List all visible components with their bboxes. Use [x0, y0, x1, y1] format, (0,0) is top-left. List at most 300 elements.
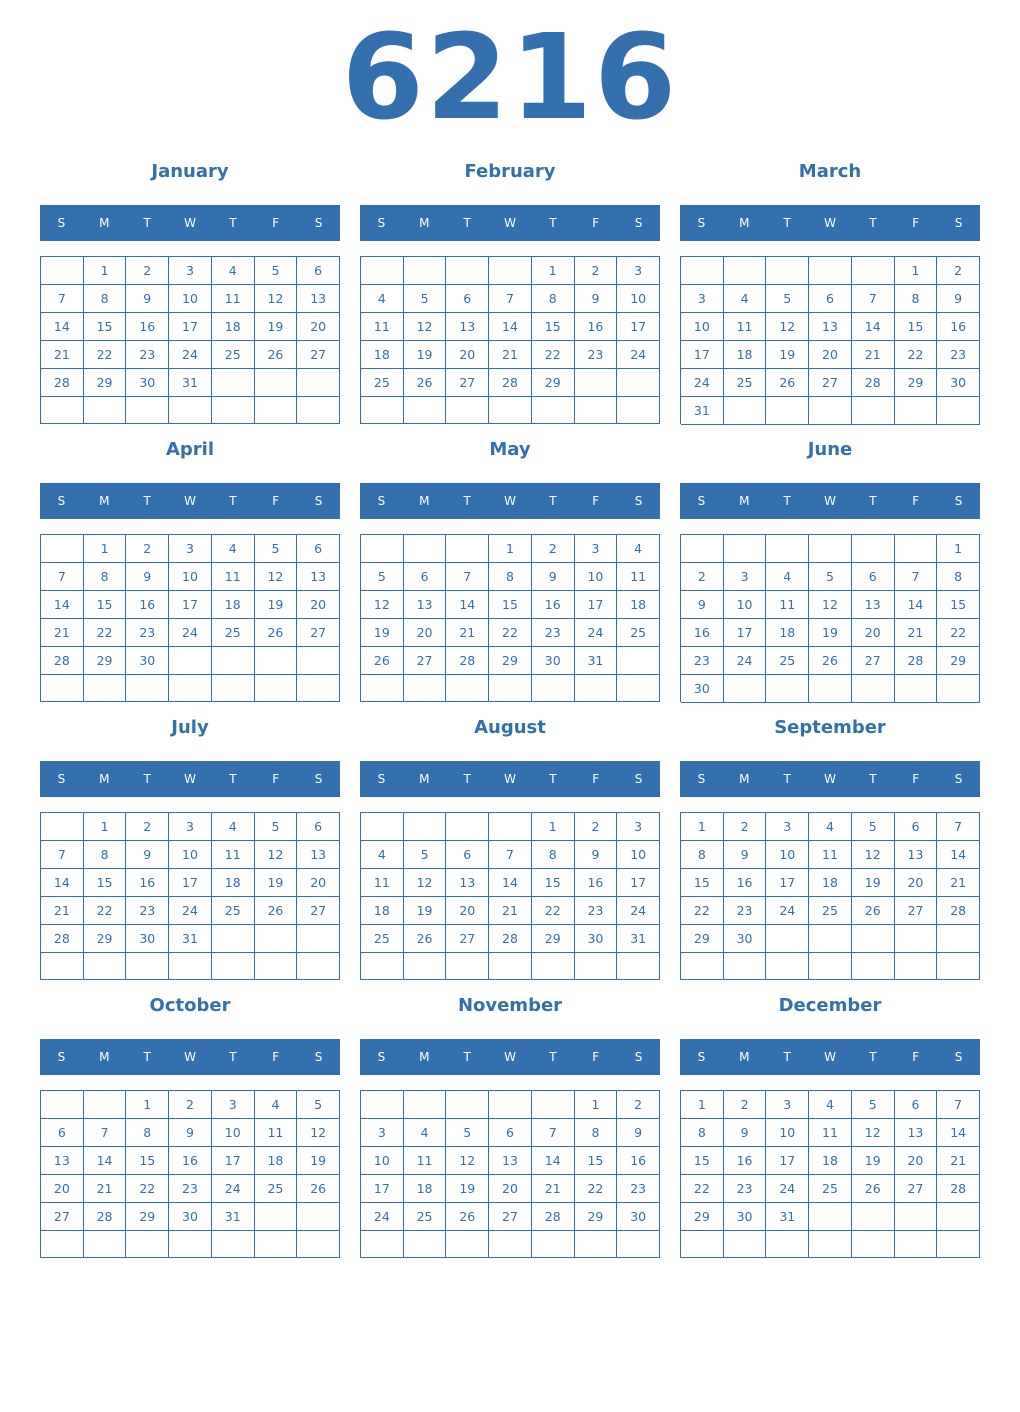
- empty-cell: [724, 1231, 767, 1258]
- day-cell: 22: [489, 619, 532, 647]
- empty-cell: [575, 675, 618, 702]
- day-cell: 5: [255, 813, 298, 841]
- weekday-label: S: [634, 772, 643, 786]
- weekday-label: W: [184, 494, 196, 508]
- empty-cell: [809, 1231, 852, 1258]
- day-cell: 18: [361, 341, 404, 369]
- day-cell: 22: [84, 897, 127, 925]
- day-grid: [680, 1090, 980, 1258]
- empty-cell: [489, 257, 532, 285]
- day-cell: 4: [212, 257, 255, 285]
- weekday-label: F: [272, 494, 280, 508]
- day-cell: 31: [681, 397, 724, 425]
- day-cell: 27: [297, 897, 340, 925]
- empty-cell: [255, 397, 298, 424]
- empty-cell: [446, 813, 489, 841]
- day-cell: 26: [297, 1175, 340, 1203]
- day-cell: 1: [84, 257, 127, 285]
- weekday-header: [360, 483, 660, 519]
- day-cell: 16: [724, 869, 767, 897]
- weekday-label: M: [739, 494, 750, 508]
- day-cell: 26: [446, 1203, 489, 1231]
- empty-cell: [809, 953, 852, 980]
- day-cell: 2: [126, 535, 169, 563]
- weekday-label: T: [783, 1050, 791, 1064]
- day-cell: 27: [41, 1203, 84, 1231]
- empty-cell: [766, 675, 809, 703]
- day-cell: 6: [809, 285, 852, 313]
- day-cell: 8: [532, 285, 575, 313]
- weekday-label: S: [954, 216, 963, 230]
- empty-cell: [404, 535, 447, 563]
- weekday-header: [360, 761, 660, 797]
- day-cell: 20: [446, 341, 489, 369]
- day-cell: 15: [84, 591, 127, 619]
- day-cell: 20: [446, 897, 489, 925]
- weekday-label: W: [504, 772, 516, 786]
- day-cell: 29: [126, 1203, 169, 1231]
- empty-cell: [41, 953, 84, 980]
- empty-cell: [255, 675, 298, 702]
- day-cell: 10: [212, 1119, 255, 1147]
- empty-cell: [404, 675, 447, 702]
- empty-cell: [169, 647, 212, 675]
- day-cell: 2: [617, 1091, 660, 1119]
- empty-cell: [361, 1231, 404, 1258]
- day-cell: 29: [84, 925, 127, 953]
- day-cell: 30: [617, 1203, 660, 1231]
- day-cell: 29: [84, 369, 127, 397]
- empty-cell: [895, 925, 938, 953]
- weekday-label: S: [954, 494, 963, 508]
- day-cell: 12: [766, 313, 809, 341]
- day-cell: 10: [766, 841, 809, 869]
- weekday-label: T: [229, 772, 237, 786]
- day-cell: 15: [895, 313, 938, 341]
- day-cell: 1: [575, 1091, 618, 1119]
- empty-cell: [169, 1231, 212, 1258]
- day-cell: 10: [169, 841, 212, 869]
- weekday-label: M: [419, 216, 430, 230]
- empty-cell: [766, 925, 809, 953]
- day-cell: 2: [575, 257, 618, 285]
- weekday-label: T: [143, 1050, 151, 1064]
- day-cell: 29: [84, 647, 127, 675]
- day-cell: 2: [532, 535, 575, 563]
- weekday-label: M: [99, 772, 110, 786]
- day-cell: 7: [489, 841, 532, 869]
- day-cell: 27: [852, 647, 895, 675]
- day-cell: 26: [361, 647, 404, 675]
- weekday-label: F: [592, 216, 600, 230]
- weekday-label: T: [463, 772, 471, 786]
- empty-cell: [446, 953, 489, 980]
- day-cell: 17: [169, 869, 212, 897]
- day-cell: 28: [895, 647, 938, 675]
- weekday-header: [40, 1039, 340, 1075]
- empty-cell: [212, 675, 255, 702]
- empty-cell: [617, 1231, 660, 1258]
- day-cell: 5: [852, 1091, 895, 1119]
- weekday-label: T: [869, 494, 877, 508]
- day-cell: 19: [404, 897, 447, 925]
- day-cell: 22: [575, 1175, 618, 1203]
- day-cell: 18: [617, 591, 660, 619]
- empty-cell: [937, 953, 980, 980]
- day-cell: 14: [489, 869, 532, 897]
- day-cell: 3: [724, 563, 767, 591]
- day-cell: 2: [169, 1091, 212, 1119]
- weekday-label: S: [954, 1050, 963, 1064]
- day-cell: 17: [724, 619, 767, 647]
- day-cell: 14: [84, 1147, 127, 1175]
- weekday-header: [680, 761, 980, 797]
- weekday-label: S: [57, 494, 66, 508]
- empty-cell: [489, 397, 532, 424]
- empty-cell: [895, 675, 938, 703]
- empty-cell: [361, 1091, 404, 1119]
- day-cell: 25: [255, 1175, 298, 1203]
- empty-cell: [297, 953, 340, 980]
- empty-cell: [169, 397, 212, 424]
- day-cell: 11: [617, 563, 660, 591]
- day-cell: 20: [404, 619, 447, 647]
- weekday-label: W: [824, 772, 836, 786]
- day-cell: 15: [489, 591, 532, 619]
- day-cell: 18: [212, 591, 255, 619]
- day-cell: 11: [255, 1119, 298, 1147]
- day-cell: 2: [937, 257, 980, 285]
- day-cell: 13: [489, 1147, 532, 1175]
- day-cell: 17: [169, 591, 212, 619]
- day-cell: 5: [852, 813, 895, 841]
- day-cell: 20: [297, 869, 340, 897]
- day-grid: [40, 812, 340, 980]
- empty-cell: [297, 647, 340, 675]
- day-cell: 25: [212, 341, 255, 369]
- day-cell: 8: [681, 1119, 724, 1147]
- weekday-label: S: [314, 772, 323, 786]
- empty-cell: [41, 397, 84, 424]
- weekday-label: T: [869, 772, 877, 786]
- empty-cell: [937, 397, 980, 425]
- day-cell: 17: [169, 313, 212, 341]
- weekday-label: F: [272, 216, 280, 230]
- day-cell: 17: [575, 591, 618, 619]
- day-cell: 21: [489, 341, 532, 369]
- day-cell: 20: [489, 1175, 532, 1203]
- day-cell: 25: [809, 1175, 852, 1203]
- weekday-label: M: [99, 216, 110, 230]
- day-cell: 29: [532, 369, 575, 397]
- weekday-label: F: [592, 772, 600, 786]
- day-cell: 11: [212, 285, 255, 313]
- weekday-label: S: [377, 1050, 386, 1064]
- day-cell: 16: [681, 619, 724, 647]
- day-cell: 8: [895, 285, 938, 313]
- day-cell: 14: [489, 313, 532, 341]
- day-cell: 14: [895, 591, 938, 619]
- day-cell: 16: [724, 1147, 767, 1175]
- empty-cell: [724, 675, 767, 703]
- day-cell: 29: [489, 647, 532, 675]
- day-cell: 27: [297, 341, 340, 369]
- day-cell: 24: [681, 369, 724, 397]
- day-cell: 21: [937, 869, 980, 897]
- weekday-label: T: [783, 772, 791, 786]
- day-cell: 9: [681, 591, 724, 619]
- day-cell: 18: [404, 1175, 447, 1203]
- day-cell: 21: [41, 897, 84, 925]
- day-cell: 23: [681, 647, 724, 675]
- empty-cell: [617, 647, 660, 675]
- empty-cell: [361, 813, 404, 841]
- empty-cell: [297, 675, 340, 702]
- empty-cell: [681, 257, 724, 285]
- day-cell: 11: [212, 563, 255, 591]
- empty-cell: [255, 953, 298, 980]
- day-cell: 12: [852, 1119, 895, 1147]
- day-cell: 16: [532, 591, 575, 619]
- day-cell: 24: [169, 897, 212, 925]
- empty-cell: [41, 535, 84, 563]
- day-cell: 19: [852, 1147, 895, 1175]
- empty-cell: [852, 1231, 895, 1258]
- day-cell: 21: [937, 1147, 980, 1175]
- day-cell: 30: [126, 925, 169, 953]
- empty-cell: [361, 675, 404, 702]
- day-cell: 6: [895, 813, 938, 841]
- empty-cell: [169, 675, 212, 702]
- empty-cell: [404, 397, 447, 424]
- day-cell: 8: [84, 285, 127, 313]
- day-cell: 1: [681, 813, 724, 841]
- day-cell: 4: [212, 535, 255, 563]
- weekday-header: [360, 205, 660, 241]
- day-cell: 26: [255, 897, 298, 925]
- day-cell: 12: [297, 1119, 340, 1147]
- day-cell: 22: [937, 619, 980, 647]
- day-cell: 26: [404, 369, 447, 397]
- day-cell: 19: [361, 619, 404, 647]
- day-cell: 15: [126, 1147, 169, 1175]
- day-grid: [680, 812, 980, 980]
- day-cell: 9: [575, 841, 618, 869]
- empty-cell: [255, 647, 298, 675]
- day-cell: 18: [212, 869, 255, 897]
- empty-cell: [404, 1091, 447, 1119]
- day-cell: 26: [766, 369, 809, 397]
- day-cell: 9: [532, 563, 575, 591]
- weekday-label: S: [954, 772, 963, 786]
- day-cell: 6: [404, 563, 447, 591]
- empty-cell: [297, 1231, 340, 1258]
- weekday-label: W: [824, 216, 836, 230]
- day-cell: 22: [84, 619, 127, 647]
- weekday-label: W: [504, 494, 516, 508]
- weekday-label: S: [377, 772, 386, 786]
- day-cell: 10: [681, 313, 724, 341]
- empty-cell: [852, 535, 895, 563]
- empty-cell: [895, 1231, 938, 1258]
- day-cell: 19: [852, 869, 895, 897]
- empty-cell: [446, 1231, 489, 1258]
- day-cell: 27: [297, 619, 340, 647]
- day-cell: 31: [617, 925, 660, 953]
- empty-cell: [852, 397, 895, 425]
- empty-cell: [724, 397, 767, 425]
- day-cell: 18: [809, 869, 852, 897]
- weekday-header: [680, 1039, 980, 1075]
- day-cell: 25: [404, 1203, 447, 1231]
- weekday-label: T: [229, 1050, 237, 1064]
- empty-cell: [404, 953, 447, 980]
- month-name: March: [798, 161, 862, 182]
- day-cell: 8: [681, 841, 724, 869]
- day-cell: 23: [617, 1175, 660, 1203]
- day-cell: 26: [852, 897, 895, 925]
- empty-cell: [212, 953, 255, 980]
- day-cell: 22: [126, 1175, 169, 1203]
- empty-cell: [532, 397, 575, 424]
- weekday-label: T: [143, 772, 151, 786]
- weekday-label: M: [739, 216, 750, 230]
- month-name: September: [774, 717, 886, 738]
- day-cell: 1: [937, 535, 980, 563]
- day-cell: 13: [404, 591, 447, 619]
- day-cell: 27: [895, 897, 938, 925]
- day-cell: 9: [937, 285, 980, 313]
- day-cell: 24: [724, 647, 767, 675]
- weekday-header: [360, 1039, 660, 1075]
- day-cell: 22: [681, 897, 724, 925]
- empty-cell: [489, 675, 532, 702]
- day-cell: 22: [681, 1175, 724, 1203]
- day-cell: 7: [41, 841, 84, 869]
- weekday-label: T: [229, 494, 237, 508]
- day-cell: 14: [937, 841, 980, 869]
- month-name: February: [464, 161, 556, 182]
- day-cell: 14: [446, 591, 489, 619]
- empty-cell: [681, 953, 724, 980]
- day-cell: 19: [809, 619, 852, 647]
- empty-cell: [489, 953, 532, 980]
- empty-cell: [766, 535, 809, 563]
- empty-cell: [724, 535, 767, 563]
- weekday-label: W: [184, 1050, 196, 1064]
- empty-cell: [809, 397, 852, 425]
- day-cell: 7: [84, 1119, 127, 1147]
- day-cell: 7: [446, 563, 489, 591]
- day-cell: 13: [446, 869, 489, 897]
- day-cell: 16: [575, 313, 618, 341]
- day-cell: 28: [41, 925, 84, 953]
- day-cell: 12: [255, 563, 298, 591]
- empty-cell: [212, 369, 255, 397]
- weekday-label: T: [549, 772, 557, 786]
- day-cell: 24: [617, 341, 660, 369]
- month-name: November: [457, 995, 563, 1016]
- day-cell: 10: [766, 1119, 809, 1147]
- day-cell: 31: [766, 1203, 809, 1231]
- empty-cell: [575, 397, 618, 424]
- day-cell: 14: [937, 1119, 980, 1147]
- month-name: May: [489, 439, 531, 460]
- day-cell: 11: [809, 841, 852, 869]
- day-cell: 19: [446, 1175, 489, 1203]
- day-cell: 16: [169, 1147, 212, 1175]
- empty-cell: [617, 675, 660, 702]
- month-name: June: [807, 439, 853, 460]
- day-cell: 31: [169, 925, 212, 953]
- day-cell: 5: [404, 285, 447, 313]
- day-cell: 3: [617, 813, 660, 841]
- day-cell: 30: [681, 675, 724, 703]
- empty-cell: [766, 257, 809, 285]
- day-cell: 15: [84, 313, 127, 341]
- empty-cell: [895, 397, 938, 425]
- year-title: 6216: [341, 8, 679, 146]
- day-cell: 8: [937, 563, 980, 591]
- day-cell: 13: [297, 841, 340, 869]
- empty-cell: [404, 257, 447, 285]
- empty-cell: [489, 813, 532, 841]
- empty-cell: [41, 257, 84, 285]
- day-cell: 19: [404, 341, 447, 369]
- empty-cell: [446, 535, 489, 563]
- day-cell: 25: [212, 897, 255, 925]
- day-cell: 11: [809, 1119, 852, 1147]
- day-cell: 29: [681, 1203, 724, 1231]
- weekday-label: F: [592, 1050, 600, 1064]
- day-grid: [360, 1090, 660, 1258]
- weekday-label: S: [377, 494, 386, 508]
- empty-cell: [489, 1231, 532, 1258]
- day-cell: 31: [575, 647, 618, 675]
- empty-cell: [446, 397, 489, 424]
- day-cell: 9: [169, 1119, 212, 1147]
- day-grid: [680, 534, 980, 702]
- day-cell: 30: [532, 647, 575, 675]
- weekday-label: S: [57, 772, 66, 786]
- day-cell: 4: [212, 813, 255, 841]
- day-cell: 28: [41, 369, 84, 397]
- day-cell: 30: [169, 1203, 212, 1231]
- day-cell: 24: [212, 1175, 255, 1203]
- day-cell: 9: [126, 285, 169, 313]
- day-cell: 4: [361, 285, 404, 313]
- empty-cell: [446, 257, 489, 285]
- day-cell: 30: [937, 369, 980, 397]
- day-cell: 4: [361, 841, 404, 869]
- empty-cell: [126, 953, 169, 980]
- day-cell: 28: [446, 647, 489, 675]
- day-cell: 5: [361, 563, 404, 591]
- day-grid: [40, 256, 340, 424]
- empty-cell: [852, 1203, 895, 1231]
- day-cell: 6: [895, 1091, 938, 1119]
- day-cell: 27: [404, 647, 447, 675]
- empty-cell: [724, 257, 767, 285]
- day-cell: 5: [446, 1119, 489, 1147]
- weekday-label: S: [377, 216, 386, 230]
- empty-cell: [809, 257, 852, 285]
- day-cell: 24: [575, 619, 618, 647]
- day-cell: 17: [361, 1175, 404, 1203]
- empty-cell: [532, 1231, 575, 1258]
- weekday-label: W: [504, 216, 516, 230]
- day-cell: 8: [489, 563, 532, 591]
